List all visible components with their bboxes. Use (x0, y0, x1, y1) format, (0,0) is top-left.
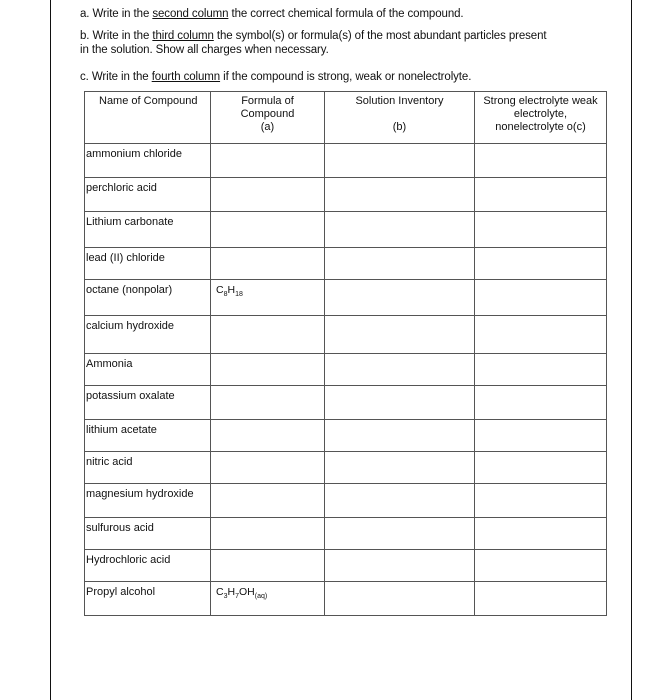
electrolyte-strength-cell[interactable] (475, 280, 607, 316)
table-row (85, 354, 607, 386)
formula-cell[interactable] (211, 550, 325, 582)
formula-cell[interactable] (211, 144, 325, 178)
solution-inventory-cell[interactable] (325, 550, 475, 582)
compound-name-cell: perchloric acid (85, 178, 211, 212)
header-inventory: Solution Inventory (b) (325, 92, 475, 144)
solution-inventory-cell[interactable] (325, 280, 475, 316)
table-row (85, 144, 607, 178)
electrolyte-strength-cell[interactable] (475, 582, 607, 616)
formula-cell[interactable]: $C_3H_7OH_{(aq)}$ (211, 582, 325, 616)
instruction-c: c. Write in the fourth column if the compound is strong, weak or nonelectrolyte. (80, 71, 472, 83)
solution-inventory-cell[interactable] (325, 582, 475, 616)
formula-cell[interactable] (211, 518, 325, 550)
solution-inventory-cell[interactable] (325, 248, 475, 280)
compound-name-cell: sulfurous acid (85, 518, 211, 550)
electrolyte-strength-cell[interactable] (475, 452, 607, 484)
instruction-a: a. Write in the second column the correct chemical formula of the compound. (80, 8, 464, 20)
table-row (85, 582, 607, 616)
electrolyte-strength-cell[interactable] (475, 178, 607, 212)
solution-inventory-cell[interactable] (325, 144, 475, 178)
table-row (85, 316, 607, 354)
electrolyte-strength-cell[interactable] (475, 420, 607, 452)
table-row (85, 518, 607, 550)
compound-name-cell: Lithium carbonate (85, 212, 211, 248)
table-row (85, 178, 607, 212)
table-row (85, 420, 607, 452)
electrolyte-strength-cell[interactable] (475, 386, 607, 420)
solution-inventory-cell[interactable] (325, 316, 475, 354)
formula-cell[interactable] (211, 316, 325, 354)
compound-name-cell: calcium hydroxide (85, 316, 211, 354)
electrolyte-strength-cell[interactable] (475, 144, 607, 178)
instruction-b: b. Write in the third column the symbol(s) or formula(s) of the most abundant particles present in the solution. Show all charges when necessary. (80, 30, 547, 56)
compound-name-cell: octane (nonpolar) (85, 280, 211, 316)
compound-name-cell: magnesium hydroxide (85, 484, 211, 518)
table-row (85, 280, 607, 316)
compound-name-cell: nitric acid (85, 452, 211, 484)
electrolyte-strength-cell[interactable] (475, 354, 607, 386)
table-row (85, 248, 607, 280)
electrolyte-strength-cell[interactable] (475, 316, 607, 354)
header-formula: Formula of Compound (a) (211, 92, 325, 144)
compound-name-cell: Ammonia (85, 354, 211, 386)
formula-cell[interactable] (211, 178, 325, 212)
electrolyte-strength-cell[interactable] (475, 484, 607, 518)
table-row (85, 484, 607, 518)
solution-inventory-cell[interactable] (325, 386, 475, 420)
electrolyte-strength-cell[interactable] (475, 212, 607, 248)
compound-name-cell: ammonium chloride (85, 144, 211, 178)
electrolyte-strength-cell[interactable] (475, 550, 607, 582)
compound-name-cell: lead (II) chloride (85, 248, 211, 280)
formula-cell[interactable] (211, 354, 325, 386)
formula-cell[interactable] (211, 386, 325, 420)
formula-cell[interactable] (211, 248, 325, 280)
page-frame-right (631, 0, 632, 700)
compound-name-cell: potassium oxalate (85, 386, 211, 420)
formula-cell[interactable] (211, 212, 325, 248)
table-header-row (85, 92, 607, 144)
solution-inventory-cell[interactable] (325, 212, 475, 248)
compound-name-cell: Hydrochloric acid (85, 550, 211, 582)
formula-cell[interactable] (211, 452, 325, 484)
table-row (85, 212, 607, 248)
solution-inventory-cell[interactable] (325, 518, 475, 550)
solution-inventory-cell[interactable] (325, 354, 475, 386)
table-row (85, 386, 607, 420)
solution-inventory-cell[interactable] (325, 484, 475, 518)
electrolyte-strength-cell[interactable] (475, 248, 607, 280)
solution-inventory-cell[interactable] (325, 178, 475, 212)
header-strength: Strong electrolyte weak electrolyte, nonelectrolyte o(c) (475, 92, 607, 144)
header-name: Name of Compound (85, 92, 211, 144)
solution-inventory-cell[interactable] (325, 452, 475, 484)
table-row (85, 550, 607, 582)
formula-cell[interactable]: $C_8H_{18}$ (211, 280, 325, 316)
electrolyte-strength-cell[interactable] (475, 518, 607, 550)
compound-table (84, 91, 607, 616)
compound-name-cell: lithium acetate (85, 420, 211, 452)
formula-cell[interactable] (211, 484, 325, 518)
compound-name-cell: Propyl alcohol (85, 582, 211, 616)
page-frame-left (50, 0, 51, 700)
table-row (85, 452, 607, 484)
solution-inventory-cell[interactable] (325, 420, 475, 452)
formula-cell[interactable] (211, 420, 325, 452)
